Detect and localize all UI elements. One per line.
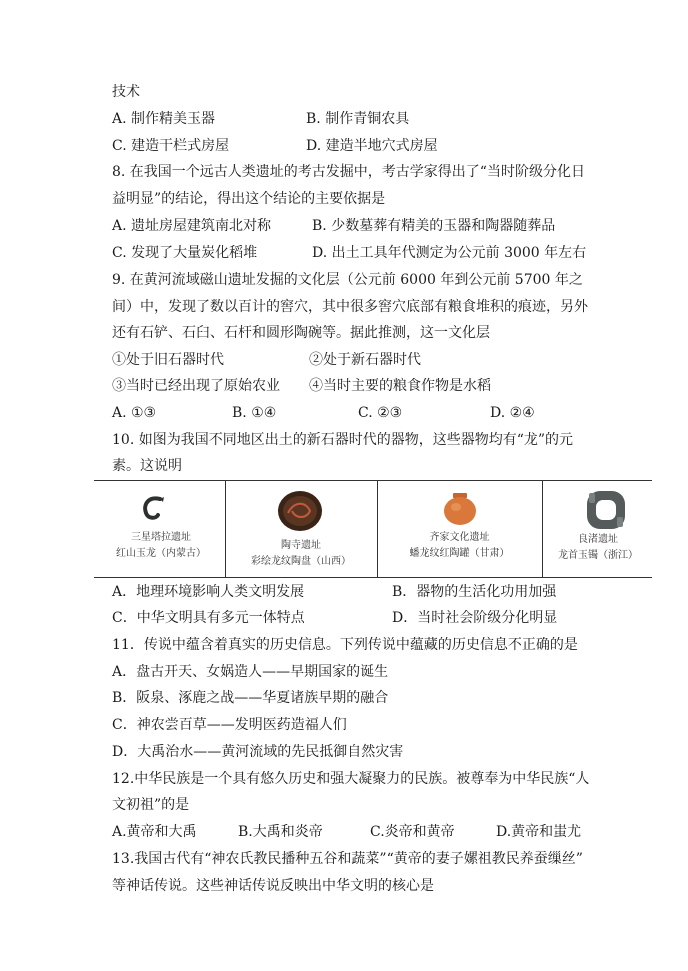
q9-option-a: A. ①③: [112, 405, 157, 421]
q12-option-c: C.炎帝和黄帝: [370, 824, 455, 840]
q10-option-d: D．当时社会阶级分化明显: [392, 610, 558, 626]
artifact-3-site: 齐家文化遗址: [429, 532, 490, 543]
jade-bracelet-image: [584, 487, 628, 533]
q8-option-b: B. 少数墓葬有精美的玉器和陶器随葬品: [312, 218, 556, 234]
q13-stem-line1: 13.我国古代有“神农氏教民播种五谷和蔬菜”“黄帝的妻子嫘祖教民养蚕缫丝”: [112, 851, 583, 867]
q12-stem-line1: 12.中华民族是一个具有悠久历史和强大凝聚力的民族。被尊奉为中华民族“人: [112, 771, 590, 787]
q13-stem-line2: 等神话传说。这些神话传说反映出中华文明的核心是: [112, 878, 434, 894]
q7-stem-tail: 技术: [112, 84, 140, 100]
q10-option-a: A．地理环境影响人类文明发展: [112, 584, 305, 600]
q11-option-d: D．大禹治水——黄河流域的先民抵御自然灾害: [112, 744, 404, 760]
q8-option-c: C. 发现了大量炭化稻堆: [112, 245, 258, 261]
jade-dragon-image: [138, 493, 168, 523]
dragon-plate-image: [276, 489, 324, 533]
q12-option-d: D.黄帝和蚩尤: [496, 824, 582, 840]
red-pottery-jar-image: [442, 491, 478, 527]
q8-option-a: A. 遗址房屋建筑南北对称: [112, 218, 272, 234]
q12-option-b: B.大禹和炎帝: [238, 824, 323, 840]
q11-stem: 11．传说中蕴含着真实的历史信息。下列传说中蕴藏的历史信息不正确的是: [112, 637, 578, 653]
q10-option-c: C．中华文明具有多元一体特点: [112, 610, 305, 626]
q9-option-c: C. ②③: [358, 405, 403, 421]
q9-statement-2: ②处于新石器时代: [309, 352, 421, 368]
artifact-2-name: 彩绘龙纹陶盘（山西）: [251, 556, 351, 567]
q9-option-b: B. ①④: [232, 405, 277, 421]
q11-option-b: B．阪泉、涿鹿之战——华夏诸族早期的融合: [112, 690, 389, 706]
q9-statement-1: ①处于旧石器时代: [112, 352, 224, 368]
q8-option-d: D. 出土工具年代测定为公元前 3000 年左右: [312, 245, 587, 261]
q9-stem-line1: 9. 在黄河流域磁山遗址发掘的文化层（公元前 6000 年到公元前 5700 年之: [112, 272, 583, 288]
q12-stem-line2: 文初祖”的是: [112, 797, 190, 813]
q8-stem-line1: 8. 在我国一个远古人类遗址的考古发掘中，考古学家得出了“当时阶级分化日: [112, 164, 585, 180]
artifact-3-name: 蟠龙纹红陶罐（甘肃）: [409, 548, 510, 559]
q7-option-c: C. 建造干栏式房屋: [112, 138, 230, 154]
artifact-2-site: 陶寺遗址: [281, 540, 321, 551]
q9-statement-4: ④当时主要的粮食作物是水稻: [309, 378, 491, 394]
artifact-1-site: 三星塔拉遗址: [131, 532, 191, 543]
artifact-1-name: 红山玉龙（内蒙古）: [116, 548, 206, 559]
q7-option-a: A. 制作精美玉器: [112, 111, 216, 127]
q10-option-b: B．器物的生活化功用加强: [392, 584, 557, 600]
q12-option-a: A.黄帝和大禹: [112, 824, 197, 840]
q10-stem-line2: 素。这说明: [112, 458, 182, 474]
q11-option-a: A．盘古开天、女娲造人——早期国家的诞生: [112, 664, 389, 680]
q11-option-c: C．神农尝百草——发明医药造福人们: [112, 717, 347, 733]
q7-option-d: D. 建造半地穴式房屋: [306, 138, 438, 154]
q7-option-b: B. 制作青铜农具: [306, 111, 410, 127]
artifact-4-name: 龙首玉镯（浙江）: [558, 550, 638, 561]
q9-statement-3: ③当时已经出现了原始农业: [112, 378, 280, 394]
q10-stem-line1: 10. 如图为我国不同地区出土的新石器时代的器物，这些器物均有“龙”的元: [112, 432, 574, 448]
q9-stem-line3: 还有石铲、石臼、石杆和圆形陶碗等。据此推测，这一文化层: [112, 325, 490, 341]
q9-stem-line2: 间）中，发现了数以百计的窖穴，其中很多窖穴底部有粮食堆积的痕迹，另外: [112, 299, 588, 315]
artifact-image-table: [94, 480, 652, 578]
q8-stem-line2: 益明显”的结论，得出这个结论的主要依据是: [112, 191, 386, 207]
artifact-4-site: 良渚遗址: [578, 534, 618, 545]
q9-option-d: D. ②④: [490, 405, 535, 421]
